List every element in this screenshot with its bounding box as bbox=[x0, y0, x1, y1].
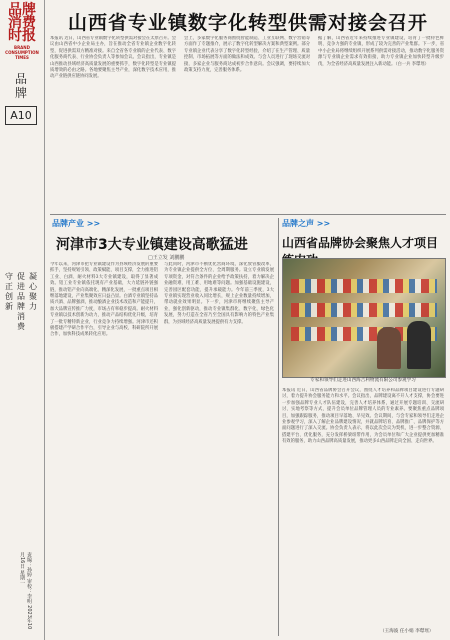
masthead-line3: 时报 bbox=[8, 28, 36, 44]
article2-byline: □王立发 刘鹏鹏 bbox=[148, 255, 185, 261]
photo-shelf bbox=[291, 303, 437, 317]
article2-col1: 今年以来，河津市把专业镇建设作为县域经济发展的重要抓手，坚持规划引领、政策赋能、项目支撑，全力推进铝工业、白酒、耐火材料3大专业镇建设，取得了显著成效。铝工业专业镇依托现有产业基础，大力延链补链强链，推动铝产业向高端化、精深化发展，一批重点项目相继落地建设，产业集聚效应日益凸显。白酒专业镇坚持品质兴酒、品牌强酒，推动酿酒企业技术改造和产能提升，加大品牌宣传推广力度，市场占有率稳步提高。耐火材料专业镇以技术创新为动力，推动产品结构优化升级，培育了一批专精特新企业，行业竞争力持续增强。河津市还积极搭建产学研合作平台，引导企业与高校、科研院所开展合作，加快科技成果转化应用。 bbox=[50, 262, 158, 338]
article3-headline: 山西省品牌协会聚焦人才项目 bbox=[282, 236, 439, 250]
section-label bbox=[4, 72, 38, 125]
article3-tag: 品牌之声 >> bbox=[282, 219, 331, 228]
masthead bbox=[4, 2, 40, 60]
section-name-line2: 牌 bbox=[14, 86, 27, 100]
article2-col2: 与此同时，河津市不断优化营商环境，深化放管服改革，为专业镇企业提供全方位、全周期服务。设立专业镇发展专项资金，对符合条件的企业给予政策扶持，着力解决企业融资难、用工难、用地难等问题。加强基础设施建设，完善园区配套功能，提升承载能力。今年前三季度，3大专业镇实现营业收入同比增长，规上企业数量持续增加，带动就业效果明显。下一步，河津市将继续聚焦主导产业，强化创新驱动，推动专业镇集群化、数字化、绿色化发展，努力打造在全省乃至全国具有影响力的特色产业集群，为县域经济高质量发展提供有力支撑。 bbox=[164, 262, 274, 325]
photo-person bbox=[407, 321, 431, 369]
masthead-line1: 品牌 bbox=[8, 2, 36, 18]
photo-person bbox=[377, 327, 401, 369]
masthead-line2: 消费 bbox=[8, 15, 36, 31]
article3-signature: （王海波 任小娟 李璟瑶） bbox=[380, 629, 434, 634]
slogan-col3: 守正创新 bbox=[5, 272, 13, 311]
photo-shelf bbox=[291, 279, 437, 293]
left-sidebar bbox=[0, 0, 44, 640]
article3-body: 本报讯 近日，山西省品牌协会召开会议，围绕人才培养和品牌项目建设进行专题研讨，着力提升协会服务能力和水平。会议指出，品牌建设离不开人才支撑，协会要进一步加强品牌专业人才队伍建设，完善人才培养体系，通过开展专题培训、交流研讨、实地考察等方式，提升会员单位品牌管理人员的专业素养。要聚焦重点品牌项目，加强跟踪服务，推动项目早落地、早见效。会议期间，与会专家和领导们走进企业参观学习，深入了解企业品牌建设情况，并就品牌培育、品牌推广、品牌保护等方面问题进行了深入交流。协会负责人表示，将以此次会议为契机，进一步整合资源、搭建平台、优化服务，充分发挥桥梁纽带作用，为会员单位和广大企业提供更加精准有效的服务，助力山西品牌高质量发展，推动更多山西品牌走向全国、走向世界。 bbox=[282, 388, 444, 445]
article3-photo bbox=[282, 258, 446, 378]
article1-col3: 据了解，山西省近年来持续推进专业镇建设，培育了一批特色鲜明、竞争力强的专业镇，形成了较为完善的产业集群。下一步，省中小企业局将继续组织开展系列供需对接活动，推动数字化服务资源与专业镇企业需求有效衔接，助力专业镇企业加快转型升级步伐，为全省经济高质量发展注入新动能。（白一兵 李璟瑶） bbox=[318, 36, 444, 67]
slogan bbox=[4, 272, 38, 332]
page-code: A10 bbox=[5, 106, 37, 125]
page-credits: 责编：孙婷 审校：李明 2023年10月16日 星期一 bbox=[19, 552, 32, 630]
article1-col2: 会上，多家数字化服务商围绕智能制造、工业互联网、数字营销等方面作了专题推介，展示了数字化转型解决方案和典型案例。部分专业镇企业代表分享了数字化转型经验，介绍了在生产管理、质量控制、市场拓展等方面的做法和成效。与会人员进行了现场交流对接，多家企业与服务商达成初步合作意向。会议强调，要持续加大政策支持力度，完善服务体系。 bbox=[184, 36, 310, 74]
main-content bbox=[50, 0, 446, 640]
photo-caption: 专家和领导们走进山西海吉利物流有限公司参观学习 bbox=[310, 378, 416, 383]
column-divider bbox=[278, 218, 279, 636]
section-divider bbox=[50, 214, 446, 215]
section-name-line1: 品 bbox=[14, 72, 27, 86]
sidebar-divider bbox=[44, 0, 45, 640]
article1-headline: 山西省专业镇数字化转型供需对接会召开 bbox=[67, 12, 428, 34]
article1-col1: 本报讯 近日，山西省专业镇数字化转型供需对接会在太原召开。会议由山西省中小企业局主办，旨在推动全省专业镇企业数字化转型，促进供需双方精准对接。来自全省各专业镇的企业代表、数字化服务商代表、行业协会负责人等参加会议。会议指出，专业镇是山西推动县域经济高质量发展的重要抓手，数字化转型是专业镇提质增效的必由之路。各地要聚焦主导产业，深化数字技术应用，推动产业链供应链协同发展。 bbox=[50, 36, 176, 80]
slogan-col2: 凝心聚力 bbox=[29, 272, 37, 311]
article2-tag: 品牌产业 >> bbox=[52, 219, 101, 228]
masthead-english: BRAND CONSUMPTION TIMES bbox=[5, 45, 39, 60]
slogan-col1: 促进品牌消费 bbox=[17, 272, 25, 331]
article2-headline: 河津市3大专业镇建设高歌猛进 bbox=[56, 237, 248, 253]
